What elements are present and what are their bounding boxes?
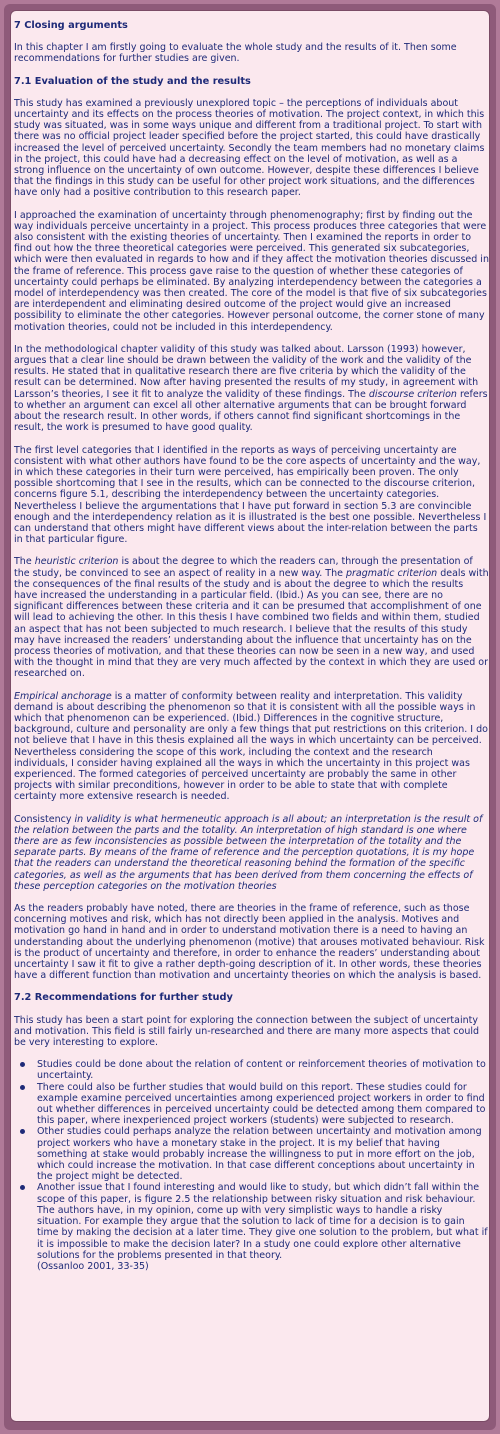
text-run: The	[14, 556, 35, 568]
recommendation-list	[14, 1059, 489, 1261]
bullet-icon	[20, 1062, 25, 1067]
paragraph: This study has examined a previously unexplored topic – the perceptions of individuals about uncertainty and its effects on the process theories of motivation. The project context, in which this study was situated, was in some ways unique and different from a traditional project. To start with there was no official project leader specified before the project started, this could have drastically increased the level of perceived uncertainty. Secondly the team members had no monetary claims in the project, this could have had a decreasing effect on the level of motivation, as well as a strong influence on the uncertainty of own outcome. However, despite these differences I believe that the findings in this study can be useful for other project work situations, and the differences have only had a positive contribution to this research paper.	[14, 97, 485, 199]
document-panel	[10, 10, 490, 1422]
list-item	[14, 1059, 489, 1081]
chapter-heading: 7 Closing arguments	[14, 20, 128, 31]
intro-paragraph: In this chapter I am firstly going to evaluate the whole study and the results of it. Then some recommendations for further studies are given.	[14, 42, 457, 65]
paragraph: As the readers probably have noted, there are theories in the frame of reference, such as those concerning motives and risk, which has not directly been applied in the analysis. Motives and motivation go hand in hand and in order to understand motivation there is a need to having an understanding about the underlying phenomenon (motive) that arouses motivated behaviour. Risk is the product of uncertainty and therefore, in order to enhance the readers’ understanding about uncertainty I saw it fit to give a rather depth-going description of it. In other words, these theories have a different function than motivation and uncertainty theories on which the analysis is based.	[14, 903, 485, 982]
emphasis-term: Empirical anchorage	[14, 690, 112, 702]
bullet-icon	[20, 1185, 25, 1190]
text-run: refers to whether an argument can excel all other alternative arguments that can be brought forward about the research result. In other words, if others cannot find significant shortcomings in the result, the work is presumed to have good quality.	[14, 388, 488, 434]
paragraph: This study has been a start point for exploring the connection between the subject of uncertainty and motivation. This field is still fairly un-researched and there are many more aspects that could be very interesting to explore.	[14, 1014, 480, 1049]
paragraph	[14, 556, 489, 679]
list-item-text: Studies could be done about the relation of content or reinforcement theories of motivation to uncertainty.	[37, 1059, 486, 1082]
section-heading-evaluation: 7.1 Evaluation of the study and the results	[14, 75, 251, 87]
list-item	[14, 1182, 489, 1260]
text-run: Consistency	[14, 813, 75, 825]
emphasis-term: heuristic criterion	[34, 556, 119, 568]
list-item-text: There could also be further studies that would build on this report. These studies could for example examine perceived uncertainties among experienced project workers in order to find out whether differences in perceived uncertainty could be detected among them compared to this paper, where inexperienced project workers (students) were subjected to research.	[37, 1081, 486, 1127]
paragraph	[14, 814, 489, 892]
list-item-text: Another issue that I found interesting and would like to study, but which didn’t fall within the scope of this paper, is figure 2.5 the relationship between risky situation and risk behaviour. The authors have, in my opinion, come up with very simplistic ways to handle a risky situation. For example they argue that the solution to lack of time for a decision is to gain time by making the decision at a later time. They give one solution to the problem, but what if it is impossible to make the decision later? In a study one could explore other alternative solutions for the problems presented in that theory.	[37, 1182, 488, 1261]
bullet-icon	[20, 1085, 25, 1090]
paragraph	[14, 691, 489, 803]
paragraph: The first level categories that I identified in the reports as ways of perceiving uncertainty are consistent with what other authors have found to be the core aspects of uncertainty and the way, in which these categories in their turn were perceived, has empirically been proven. The only possible shortcoming that I see in the results, which can be connected to the discourse criterion, concerns figure 5.1, describing the interdependency between the uncertainty categories. Nevertheless I believe the argumentations that I have put forward in section 5.3 are convincible enough and the interdependency relation as it is illustrated is the best one possible. Nevertheless I can understand that others might have different views about the inter-relation between the parts in that particular figure.	[14, 444, 487, 546]
paragraph: I approached the examination of uncertainty through phenomenography; first by finding out the way individuals perceive uncertainty in a project. This process produces three categories that were also consistent with the existing theories of uncertainty. Then I examined the reports in order to find out how the three theoretical categories were perceived. This generated six subcategories, which were then evaluated in regards to how and if they affect the motivation theories discussed in the frame of reference. This process gave raise to the question of whether these categories of uncertainty could perhaps be eliminated. By analyzing interdependency between the categories a model of interdependency was then created. The core of the model is that five of six subcategories are interdependent and eliminating desired outcome of the project would give an increased possibility to eliminate the other categories. However personal outcome, the corner stone of many motivation theories, could not be included in this interdependency.	[14, 209, 489, 333]
list-item-text: Other studies could perhaps analyze the relation between uncertainty and motivation among project workers who have a monetary stake in the project. It is my belief that having something at stake would probably increase the willingness to put in more effort on the job, which could increase the motivation. In that case different conceptions about uncertainty in the project might be detected.	[37, 1126, 482, 1183]
emphasis-text: in validity is what hermeneutic approach is all about; an interpretation is the result of the relation between the parts and the totality. An interpretation of high standard is one where there are as few inconsistencies as possible between the interpretation of the totality and the separate parts. By means of the frame of reference and the perception quotations, it is my hope that the readers can understand the theoretical reasoning behind the formation of the specific categories, as well as the arguments that has been derived from them concerning the effects of these perception categories on the motivation theories	[14, 813, 483, 892]
section-heading-recommendations: 7.2 Recommendations for further study	[14, 992, 233, 1004]
emphasis-term: pragmatic criterion	[346, 567, 438, 579]
text-run: is a matter of conformity between reality and interpretation. This validity demand is about describing the phenomenon so that it is consistent with all the possible ways in which that phenomenon can be experienced. (Ibid.) Differences in the cognitive structure, background, culture and personality are only a few things that put restrictions on this criterion. I do not believe that I have in this thesis explained all the ways in which uncertainty can be perceived. Nevertheless considering the scope of this work, including the context and the research individuals, I consider having explained all the ways in which the uncertainty in this project was experienced. The formed categories of perceived uncertainty are probably the same in other projects with similar preconditions, however in order to be able to state that with complete certainty more extensive research is needed.	[14, 690, 488, 803]
text-run: In the methodological chapter validity of this study was talked about. Larsson (1993) however, argues that a clear line should be drawn between the validity of the work and the validity of the results. He stated that in qualitative research there are five criteria by which the validity of the result can be determined. Now after having presented the results of my study, in agreement with Larsson’s theories, I see it fit to analyze the validity of these findings. The	[14, 343, 479, 400]
paragraph	[14, 344, 489, 434]
emphasis-term: discourse criterion	[368, 388, 457, 400]
list-item	[14, 1126, 489, 1182]
list-item	[14, 1082, 489, 1127]
bullet-icon	[20, 1129, 25, 1134]
citation: (Ossanloo 2001, 33-35)	[37, 1260, 149, 1272]
text-run: is about the degree to which the readers can, through the presentation of the study, be convinced to see an aspect of reality in a new way. The	[14, 556, 473, 579]
text-run: deals with the consequences of the final results of the study and is about the degree to which the results have increased the understanding in a particular field. (Ibid.) As you can see, there are no significant differences between these criteria and it can be presumed that accomplishment of one will lead to achieving the other. In this thesis I have combined two fields and within them, studied an aspect that has not been subjected to much research. I believe that the results of this study may have increased the readers’ understanding about the influence that uncertainty has on the process theories of motivation, and that these theories can now be seen in a new way, and used with the thought in mind that they are very much affected by the context in which they are used or researched on.	[14, 567, 489, 680]
